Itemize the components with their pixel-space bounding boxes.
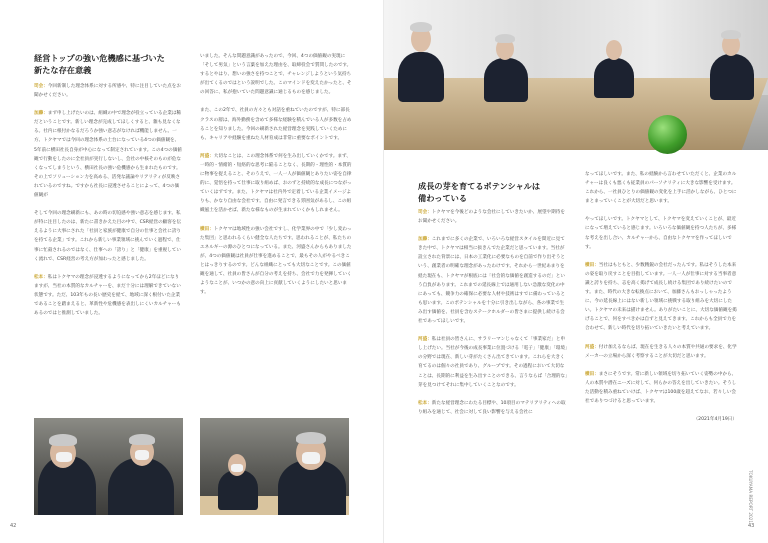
right-heading-line-1: 成長の芽を育てるポテンシャルは: [418, 181, 541, 191]
discussion-photo-2: [200, 418, 349, 515]
roundtable-photo: [384, 0, 768, 150]
paragraph: [418, 399, 568, 417]
paragraph-text: トクヤマは地域性の強い会社ですし、化学業界の中で「少し変わった集団」と思われるくらい健全な人たちです。思われることが、私たちのエネルギーの源のひとつになっている。また、河盛さんからもありましたが、4つの価値観は社員が仕事を進めることで、最もその人がやるべきことはっきりするのです。どんな組織にとっても大切なことです。この価値観を通して、社員の皆さんが自分の考えを持ち、会社で力を発揮していくようなことが、いつかの意の向上に貢献していくようにしたいと思います。: [200, 226, 352, 296]
paragraph-text: 今回新制した理念体系に対する所感や、特に注目していた点をお聞かせください。: [34, 84, 181, 99]
left-heading: [34, 52, 165, 76]
paragraph: [200, 52, 352, 97]
paragraph-text: まさにそうです。常に新しい領域を切り拓いていく姿勢の中から、人の本質や潜在ニーズに対して、何らかの答えを出していきたい。そうした活動を積み重ねていけば、トクヤマは100歳を超えてなお、若々しい会社でありつづけると思っています。: [585, 371, 737, 404]
paragraph: [418, 208, 568, 226]
paragraph: [585, 215, 737, 251]
person-silhouette: [484, 58, 528, 102]
paragraph-text: トクヤマを今後どのような会社にしていきたいか、展望や期待をお聞かせください。: [418, 210, 565, 225]
person-face: [606, 40, 622, 60]
person-silhouette: [710, 54, 754, 100]
left-column-2: [200, 52, 352, 306]
right-heading-line-2: 備わっている: [418, 193, 468, 203]
face-mask: [231, 464, 243, 472]
speaker-label: 横田：: [585, 371, 599, 377]
interview-date: [585, 415, 737, 424]
person-silhouette: [108, 458, 174, 515]
speaker-label: 司会：: [418, 210, 432, 215]
left-heading-line-1: 経営トップの強い危機感に基づいた: [34, 53, 165, 63]
speaker-label: 加藤：: [418, 237, 432, 243]
person-silhouette: [594, 58, 634, 98]
paragraph: [585, 370, 737, 406]
paragraph: [585, 343, 737, 361]
paragraph-text: 大切なことは、この理念体系で何を生み出していくかです。まず、一時的・情緒的・短絡的な思考に陥ることなく、長期的・理性的・本質的に物事を捉えること、そのうえで、一人一人が価値観とありたい姿を自律的に、覚悟を持って仕事に取り組めば、おのずと持続的な成長につながっていくはずです。また、トクヤマは社内外で定着している企業イメージよりも、かなり自由な会社です。自由に発言できる雰囲気があるし、この組織風土を活かせば、新たな様なものが生まれていくかもしれません。: [200, 153, 352, 214]
paragraph: [34, 273, 182, 318]
paragraph-text: 新たな経営理念にわたる目標や、10項目のマテリアリティへの取り組みを通じて、社会に対して良い影響を与える会社に: [418, 400, 566, 415]
paragraph-text: 付け加えるならば、現在を生きる人々の本質や共通の要求を、化学メーカーの立場から深く考察することが大切だと思います。: [585, 344, 737, 359]
report-side-label: TOKUYAMA REPORT 2021: [748, 470, 753, 523]
paragraph: [418, 235, 568, 326]
paragraph: [418, 335, 568, 390]
paragraph-text: 私はトクヤマの理念が浸透するようになってから2年ほどになりますが、当社の本質的なカルチャーを、まだ十分には理解できていない状態です。ただ、103年もの長い歴史を経て、地域に深く根付いた企業であることを踏まえると、革新性や危機感を表出しにくいカルチャーもあるのではと推測していました。: [34, 274, 181, 317]
speaker-label: 司会：: [34, 84, 48, 89]
paragraph-text: やってほしいです。トクヤマとして、トクヤマを変えていくことが、最近になって増えていると感じます。いろいろな価値観を持つ人たちが、多様な考えを出し合い、カルチャーから、自由なトクヤマを作ってほしいです。: [585, 217, 737, 250]
paragraph-text: また、この2年で、社員の方々とも対話を重ねていたのですが、特に部長クラスの層は、海外勤務を含めて多様な経験を積んでいる人が多数を占めることを知りました。今回の刷新された経営理念を実践していくためにも、キャリアや経験を重ねた人材育成は非常に重要なポイントです。: [200, 108, 352, 141]
person-hair: [296, 432, 326, 444]
person-hair: [410, 22, 432, 32]
face-mask: [56, 452, 72, 462]
paragraph-text: いました。そんな問題意識があったので、今回、4つの価値観の実現に「そして男気」という言葉を加えた理由を、取締役会で質問したのです。するとやはり、想いの強さを持つことで、チャレンジしようという気持ちが出てくるのではという説明でした。このマインドを変えたかったと、その回答に、私が抱いていた問題意識に通じるものを感じました。: [200, 54, 352, 96]
paragraph-text: そして今回の理念刷新にも、あの時の切迫感や強い意志を感じます。私が特に注目したのは、新たに書きかえた目の中で、CSR経営の顧客を伝えるように大事にされた「社員と家族が健康で自分の仕事と会社に誇りを持てる企業」です。これから新しい事業領域に挑んでいく過程で、仕事に忙殺されるのではなく、仕事への「誇り」と「健康」を重視していく流れで、CSR経営の考え方が加わったと感じました。: [34, 211, 182, 262]
right-column-1: [418, 208, 568, 426]
paragraph: [200, 152, 352, 216]
right-heading: [418, 180, 540, 204]
paragraph: [585, 170, 737, 206]
paragraph-text: なってほしいです。また、私の経験から言わせていただくと、企業のカルチャーは良くも悪くも従業員のパーソナリティに大きな影響を受けます。これから、一社員ひとりの価値観の変化を上手に活かしながら、ひとつにまとまっていくことが大切だと思います。: [585, 172, 737, 205]
speaker-label: 横田：: [585, 262, 599, 268]
speaker-label: 松本：: [418, 400, 432, 406]
speaker-label: 横田：: [200, 226, 214, 232]
left-column-1: [34, 82, 182, 327]
person-silhouette: [398, 52, 444, 102]
paragraph: [200, 225, 352, 298]
left-heading-line-2: 新たな存在意義: [34, 65, 92, 75]
paragraph: [200, 106, 352, 142]
speaker-label: 加藤：: [34, 111, 48, 117]
paragraph-text: まず申し上げたいのは、組織の中で理念が役立っている企業は稀だということです。新しい理念が完成してほしくすると、雑も見なくなる。社内に根付かなるだろうか強い意志がなければ機能しません。一方、トクヤマでは今回の理念体系の土台になっている4つの価値観を、5年前に横田社長自身が中心になって制定されています。この4つの価値観で行動をしたのに全社員が実行しないし、会社の中核そのものが危なくなってしまうという、横田社長の強い危機感から生まれたものです。その上でソリューション力を高める、活発な議論やリアリティが反映されているのですね。ですから社長に浸透させることによって、4つの価値観が: [34, 111, 182, 199]
person-hair: [495, 34, 515, 43]
person-hair: [49, 434, 77, 446]
paragraph: [34, 82, 182, 100]
speaker-label: 河盛：: [585, 344, 599, 350]
green-sphere-graphic: [648, 115, 687, 154]
speaker-label: 松本：: [34, 274, 48, 280]
paragraph-text: 当社はもともと、少数精鋭の会社だったんです。私はそうした本来の姿を取り戻すことを目指しています。一人一人が仕事に対する当事者意識と誇りを持ち、志を高く掲げて成長し続ける集団であり続けたいのです。また、時代の大きな転換点において、加藤さんもおっしゃったように、今の延長線上にはない新しい領域に挑戦する取り組みを大切にしたい。トクヤマの未来は描けません。ありがたいことに、大切な価値観を掲げることで、何をすべきかは自ずと見えてきます。これからも全員で力を合わせて、新しい時代を切り拓いていきたいと考えています。: [585, 262, 737, 332]
paragraph: [585, 261, 737, 334]
right-column-2: [585, 170, 737, 433]
person-hair: [129, 434, 155, 445]
face-mask: [135, 450, 149, 460]
discussion-photo-1: [34, 418, 183, 515]
paragraph-text: 私は社員の皆さんに、サラリーマンじゃなくて「事業家だ」と申し上げたい。当社が今後の成長事業に位置づける「電子」「健康」「環境」の分野では現在、新しい芽がたくさん出てきています。これらを大きく育てるのは個々の社員であり、グループです。その過程において大切なことは、長期的に利益を生み出すことのできる、言うならば「合理的な」芽を見つけてそれに集中していくことなのです。: [418, 337, 568, 388]
paragraph-text: （2021年4月19日）: [693, 417, 737, 423]
paragraph-text: これまでに多くの企業で、いろいろな経営スタイルを間近に見てきた中で、トクヤマは相当に抜きんでた企業だと思っています。当社が設立された背景には、日本の工業化に必要なものを自前で作り出そうという、創業者の明確な理念があったわけです。それから一世紀あまりを経た現在も、トクヤマが根底には「社会的な価値を創造するのだ」という自負があります。これまでの延長線上では通用しない急激な変化の中にあっても、競争力の確保に必要な人材や技術はすでに備わっているとも思います。このポテンシャルを十分に引き出しながら、各の事業で生み出す価値を、社員を含むステークホルダーの皆さまに提供し続ける会社であってほしいです。: [418, 237, 566, 325]
speaker-label: 河盛：: [200, 153, 214, 159]
face-mask: [302, 452, 320, 464]
speaker-label: 河盛：: [418, 337, 432, 343]
page-number-right: 43: [748, 523, 755, 529]
person-silhouette: [218, 470, 258, 510]
page-number-left: 42: [10, 523, 17, 529]
person-hair: [721, 30, 741, 39]
paragraph: [34, 209, 182, 264]
paragraph: [34, 109, 182, 200]
